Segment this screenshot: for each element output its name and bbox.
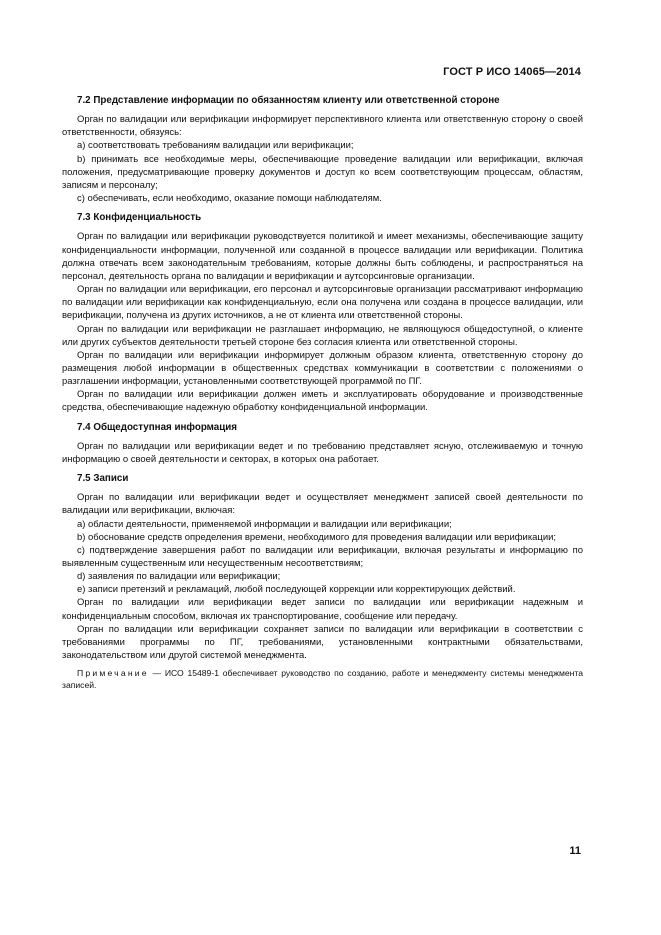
list-item: a) области деятельности, применяемой информации и валидации или верификации; [77, 518, 452, 530]
paragraph: Орган по валидации или верификации информирует должным образом клиента, ответственную сторону до размещения любой информации в общественных средствах коммуникации в соответствии с положениями о разглашении информации, установленными соответствующей программой по ПГ. [62, 349, 583, 388]
section-heading: 7.4 Общедоступная информация [77, 421, 238, 433]
list-item: e) записи претензий и рекламаций, любой последующей коррекции или корректирующих действий. [77, 584, 516, 596]
list-item: d) заявления по валидации или верификации; [77, 571, 281, 583]
section-7-4 [62, 421, 583, 466]
section-7-5 [62, 472, 583, 662]
section-heading: 7.5 Записи [77, 473, 129, 485]
list-item: b) обоснование средств определения времени, необходимого для проведения валидации или верификации; [77, 531, 556, 543]
paragraph: Орган по валидации или верификации руководствуется политикой и имеет механизмы, обеспечивающие защиту конфиденциальности информации, полученной или созданной в процессе валидации или верификации. Политика должна отвечать всем законодательным требованиям, которые должны быть соблюдены, и распространяться на персонал, деятельность органа по валидации и верификации и аутсорсинговые организации. [62, 231, 583, 282]
section-heading: 7.3 Конфиденциальность [77, 212, 202, 224]
paragraph: Орган по валидации или верификации ведет и по требованию представляет ясную, отслеживаемую и точную информацию о своей деятельности и секторах, в которых она работает. [62, 440, 583, 465]
list-item: a) соответствовать требованиям валидации или верификации; [77, 140, 354, 152]
paragraph: Орган по валидации или верификации ведет и осуществляет менеджмент записей своей деятельности по валидации или верификации, включая: [62, 492, 583, 517]
section-heading: 7.2 Представление информации по обязанностям клиенту или ответственной стороне [77, 95, 500, 106]
note [62, 667, 583, 691]
paragraph: Орган по валидации или верификации ведет записи по валидации или верификации надежным и конфиденциальным способом, включая их транспортирование, сообщение или передачу. [62, 597, 583, 622]
section-7-3 [62, 211, 583, 414]
note-label: Примечание [77, 668, 149, 679]
document-id: ГОСТ Р ИСО 14065—2014 [443, 66, 581, 78]
list-item: b) принимать все необходимые меры, обеспечивающие проведение валидации или верификации, включая положения, предусматривающие проверку документов и доступ ко всем соответствующим процессам, областям, записям и персоналу; [62, 153, 583, 191]
page-content [62, 94, 583, 700]
paragraph: Орган по валидации или верификации, его персонал и аутсорсинговые организации рассматривают информацию по валидации или верификации как конфиденциальную, если она получена или создана в процессе валидации, или верификации, получена из других источников, а не от клиента или ответственной стороны. [62, 284, 583, 322]
page-number: 11 [569, 845, 581, 857]
note-text: — ИСО 15489-1 обеспечивает руководство по созданию, работе и менеджменту системы менеджмента записей. [62, 668, 583, 691]
paragraph: Орган по валидации или верификации должен иметь и эксплуатировать оборудование и производственные средства, обеспечивающие надежную обработку конфиденциальной информации. [62, 389, 583, 414]
paragraph: Орган по валидации или верификации сохраняет записи по валидации или верификации в соответствии с требованиями программы по ПГ, требованиями, установленными контрактными обязательствами, законодательством или другой системой менеджмента. [62, 623, 583, 662]
paragraph: Орган по валидации или верификации не разглашает информацию, не являющуюся общедоступной, о клиенте или других субъектов деятельности третьей стороне без согласия клиента или ответственной стороны. [62, 323, 583, 348]
list-item: c) обеспечивать, если необходимо, оказание помощи наблюдателям. [77, 193, 382, 205]
list-item: c) подтверждение завершения работ по валидации или верификации, включая результаты и информацию по выявленным существенным или несущественным несоответствиям; [62, 544, 583, 569]
section-7-2 [62, 94, 583, 205]
paragraph: Орган по валидации или верификации информирует перспективного клиента или ответственную сторону о своей ответственности, обязуясь: [62, 114, 583, 139]
